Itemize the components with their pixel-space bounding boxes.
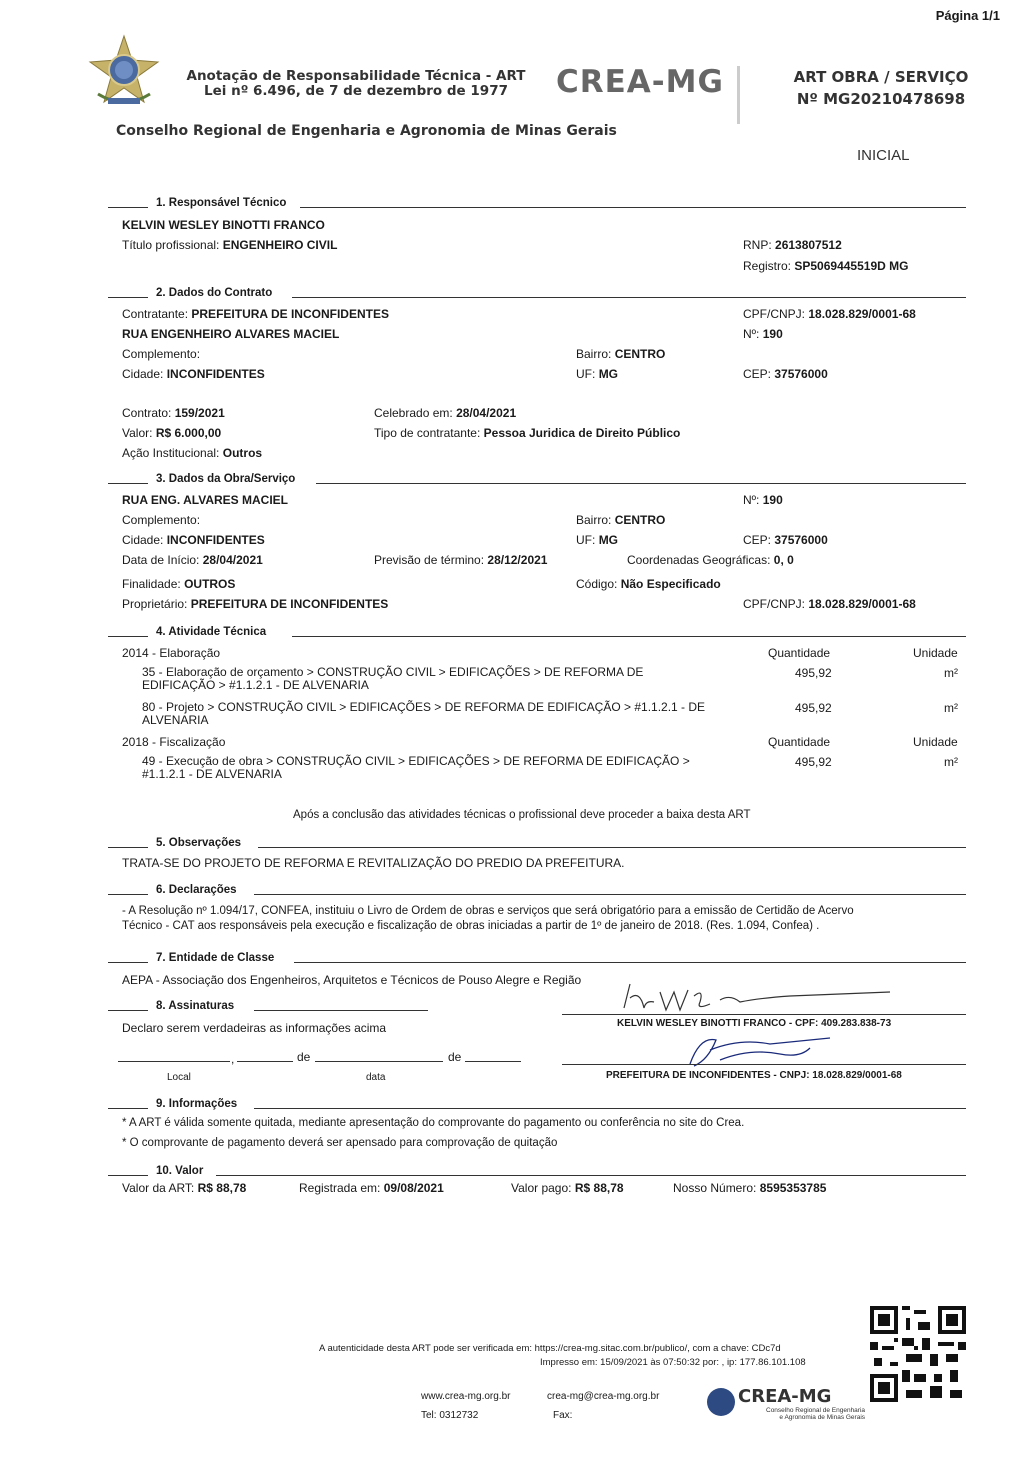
contrato-uf-row: UF: MG: [576, 367, 619, 381]
rnp-row: RNP: 2613807512: [743, 238, 842, 252]
registro-row: Registro: SP5069445519D MG: [743, 259, 909, 273]
signature-contratante-label: PREFEITURA DE INCONFIDENTES - CNPJ: 18.028.829/0001-68: [606, 1070, 902, 1081]
section-5-header: [108, 837, 966, 851]
section-9-header: [108, 1098, 966, 1112]
obra-cidade-row: Cidade: INCONFIDENTES: [122, 533, 265, 547]
section-2-header: [108, 287, 966, 301]
section-1-header: [108, 197, 966, 211]
contrato-cidade-row: Cidade: INCONFIDENTES: [122, 367, 265, 381]
signature-line-contratante: [562, 1064, 966, 1065]
month-line[interactable]: [315, 1061, 443, 1062]
contrato-num-row: Nº: 190: [743, 327, 783, 341]
title-line1: Anotação de Responsabilidade Técnica - ART: [186, 68, 526, 84]
section-title: 9. Informações: [156, 1098, 243, 1110]
section-title: 7. Entidade de Classe: [156, 952, 280, 964]
art-status: INICIAL: [857, 147, 910, 164]
celebrado-row: Celebrado em: 28/04/2021: [374, 406, 517, 420]
section-4-header: [108, 626, 966, 640]
finalidade-row: Finalidade: OUTROS: [122, 577, 236, 591]
group-fiscalizacao: 2018 - Fiscalização: [122, 735, 226, 749]
section-8-header: [108, 1000, 428, 1014]
art-id: [776, 66, 986, 110]
tel-text: Tel: 0312732: [421, 1410, 479, 1421]
proprietario-row: Proprietário: PREFEITURA DE INCONFIDENTES: [122, 597, 389, 611]
activity-35-unit: m²: [944, 666, 958, 680]
year-line[interactable]: [465, 1061, 521, 1062]
section-title: 4. Atividade Técnica: [156, 626, 272, 638]
section-7-header: [108, 952, 966, 966]
contrato-number-row: Contrato: 159/2021: [122, 406, 225, 420]
section-title: 1. Responsável Técnico: [156, 197, 292, 209]
section-6-header: [108, 884, 966, 898]
obra-uf-row: UF: MG: [576, 533, 619, 547]
email-link[interactable]: crea-mg@crea-mg.org.br: [547, 1391, 660, 1402]
section-title: 10. Valor: [156, 1165, 209, 1177]
previsao-row: Previsão de término: 28/12/2021: [374, 553, 548, 567]
fax-text: Fax:: [553, 1410, 573, 1421]
header-divider: [737, 66, 740, 124]
local-label: Local: [167, 1072, 191, 1083]
auth-text: A autenticidade desta ART pode ser verificada em: https://crea-mg.sitac.com.br/publico/, com a chave: CDc7d: [319, 1343, 781, 1354]
brazil-coat-of-arms-icon: [86, 34, 162, 110]
header-title: [176, 69, 536, 99]
responsavel-name: KELVIN WESLEY BINOTTI FRANCO: [122, 218, 325, 232]
unit-header: Unidade: [913, 735, 958, 749]
observacoes-text: TRATA-SE DO PROJETO DE REFORMA E REVITALIZAÇÃO DO PREDIO DA PREFEITURA.: [122, 856, 625, 870]
footer-logo-text: CREA-MG: [738, 1386, 832, 1407]
qty-header: Quantidade: [768, 646, 831, 660]
valor-art-row: Valor da ART: R$ 88,78: [122, 1181, 247, 1195]
declaro-text: Declaro serem verdadeiras as informações acima: [122, 1021, 387, 1035]
section-3-header: [108, 473, 966, 487]
obra-complemento: Complemento:: [122, 513, 201, 527]
art-type: ART OBRA / SERVIÇO: [793, 68, 969, 86]
contratante-row: Contratante: PREFEITURA DE INCONFIDENTES: [122, 307, 389, 321]
signature-line-professional: [562, 1014, 966, 1015]
valor-pago-row: Valor pago: R$ 88,78: [511, 1181, 624, 1195]
section-title: 5. Observações: [156, 837, 247, 849]
section-title: 3. Dados da Obra/Serviço: [156, 473, 301, 485]
section-10-header: [108, 1165, 966, 1179]
inicio-row: Data de Início: 28/04/2021: [122, 553, 263, 567]
coord-row: Coordenadas Geográficas: 0, 0: [627, 553, 794, 567]
contrato-bairro-row: Bairro: CENTRO: [576, 347, 666, 361]
org-full-name: Conselho Regional de Engenharia e Agronomia de Minas Gerais: [116, 123, 617, 139]
activity-80-unit: m²: [944, 701, 958, 715]
activity-35: 35 - Elaboração de orçamento > CONSTRUÇÃO CIVIL > EDIFICAÇÕES > DE REFORMA DE EDIFICAÇÃO > #1.1.2.1 - DE ALVENARIA: [142, 665, 644, 692]
obra-cep-row: CEP: 37576000: [743, 533, 828, 547]
baixa-note: Após a conclusão das atividades técnicas o profissional deve proceder a baixa desta ART: [293, 809, 751, 821]
tipo-contratante-row: Tipo de contratante: Pessoa Juridica de Direito Público: [374, 426, 681, 440]
activity-49: 49 - Execução de obra > CONSTRUÇÃO CIVIL > EDIFICAÇÕES > DE REFORMA DE EDIFICAÇÃO > #1.1.2.1 - DE ALVENARIA: [142, 754, 690, 781]
qty-header: Quantidade: [768, 735, 831, 749]
unit-header: Unidade: [913, 646, 958, 660]
de-2: de: [448, 1050, 462, 1064]
contrato-complemento: Complemento:: [122, 347, 201, 361]
info-line2: * O comprovante de pagamento deverá ser apensado para comprovação de quitação: [122, 1137, 558, 1149]
activity-49-qty: 495,92: [795, 755, 832, 769]
activity-80-qty: 495,92: [795, 701, 832, 715]
day-line[interactable]: [237, 1061, 293, 1062]
info-line1: * A ART é válida somente quitada, mediante apresentação do comprovante do pagamento ou conferência no site do Crea.: [122, 1117, 745, 1129]
entidade-text: AEPA - Associação dos Engenheiros, Arquitetos e Técnicos de Pouso Alegre e Região: [122, 973, 582, 987]
section-title: 6. Declarações: [156, 884, 243, 896]
obra-num-row: Nº: 190: [743, 493, 783, 507]
proprietario-cpf-row: CPF/CNPJ: 18.028.829/0001-68: [743, 597, 916, 611]
contrato-cpf-row: CPF/CNPJ: 18.028.829/0001-68: [743, 307, 916, 321]
qr-code-icon: [870, 1306, 966, 1402]
registrada-row: Registrada em: 09/08/2021: [299, 1181, 444, 1195]
activity-35-qty: 495,92: [795, 666, 832, 680]
contrato-address: RUA ENGENHEIRO ALVARES MACIEL: [122, 327, 340, 341]
signature-professional-label: KELVIN WESLEY BINOTTI FRANCO - CPF: 409.283.838-73: [617, 1018, 892, 1029]
page-label: Página 1/1: [935, 8, 1000, 23]
de-1: de: [297, 1050, 311, 1064]
art-number: Nº MG20210478698: [796, 90, 966, 108]
crea-logo-icon: [707, 1388, 735, 1416]
impresso-text: Impresso em: 15/09/2021 às 07:50:32 por: , ip: 177.86.101.108: [540, 1357, 806, 1368]
local-line[interactable]: [118, 1061, 230, 1062]
section-title: 2. Dados do Contrato: [156, 287, 278, 299]
crea-logo-text: CREA-MG: [556, 64, 724, 100]
acao-row: Ação Institucional: Outros: [122, 446, 263, 460]
footer-logo-sub: Conselho Regional de Engenharia e Agronomia de Minas Gerais: [766, 1407, 866, 1421]
declaracoes-line1: - A Resolução nº 1.094/17, CONFEA, instituiu o Livro de Ordem de obras e serviços que será obrigatório para a emissão de Certidão de Acervo: [122, 905, 854, 917]
titulo-row: Título profissional: ENGENHEIRO CIVIL: [122, 238, 338, 252]
site-link[interactable]: www.crea-mg.org.br: [421, 1391, 511, 1402]
contrato-cep-row: CEP: 37576000: [743, 367, 828, 381]
codigo-row: Código: Não Especificado: [576, 577, 721, 591]
obra-address: RUA ENG. ALVARES MACIEL: [122, 493, 289, 507]
title-line2: Lei nº 6.496, de 7 de dezembro de 1977: [204, 83, 508, 99]
declaracoes-line2: Técnico - CAT aos responsáveis pela execução e fiscalização de obras iniciadas a partir de 1º de janeiro de 2018. (Res. 1.094, Confea) .: [122, 920, 820, 932]
activity-49-unit: m²: [944, 755, 958, 769]
valor-row: Valor: R$ 6.000,00: [122, 426, 222, 440]
nosso-numero-row: Nosso Número: 8595353785: [673, 1181, 827, 1195]
signature-professional-icon: [600, 980, 900, 1016]
activity-80: 80 - Projeto > CONSTRUÇÃO CIVIL > EDIFICAÇÕES > DE REFORMA DE EDIFICAÇÃO > #1.1.2.1 - DE ALVENARIA: [142, 700, 706, 727]
data-label: data: [366, 1072, 386, 1083]
group-elaboracao: 2014 - Elaboração: [122, 646, 221, 660]
section-title: 8. Assinaturas: [156, 1000, 240, 1012]
obra-bairro-row: Bairro: CENTRO: [576, 513, 666, 527]
